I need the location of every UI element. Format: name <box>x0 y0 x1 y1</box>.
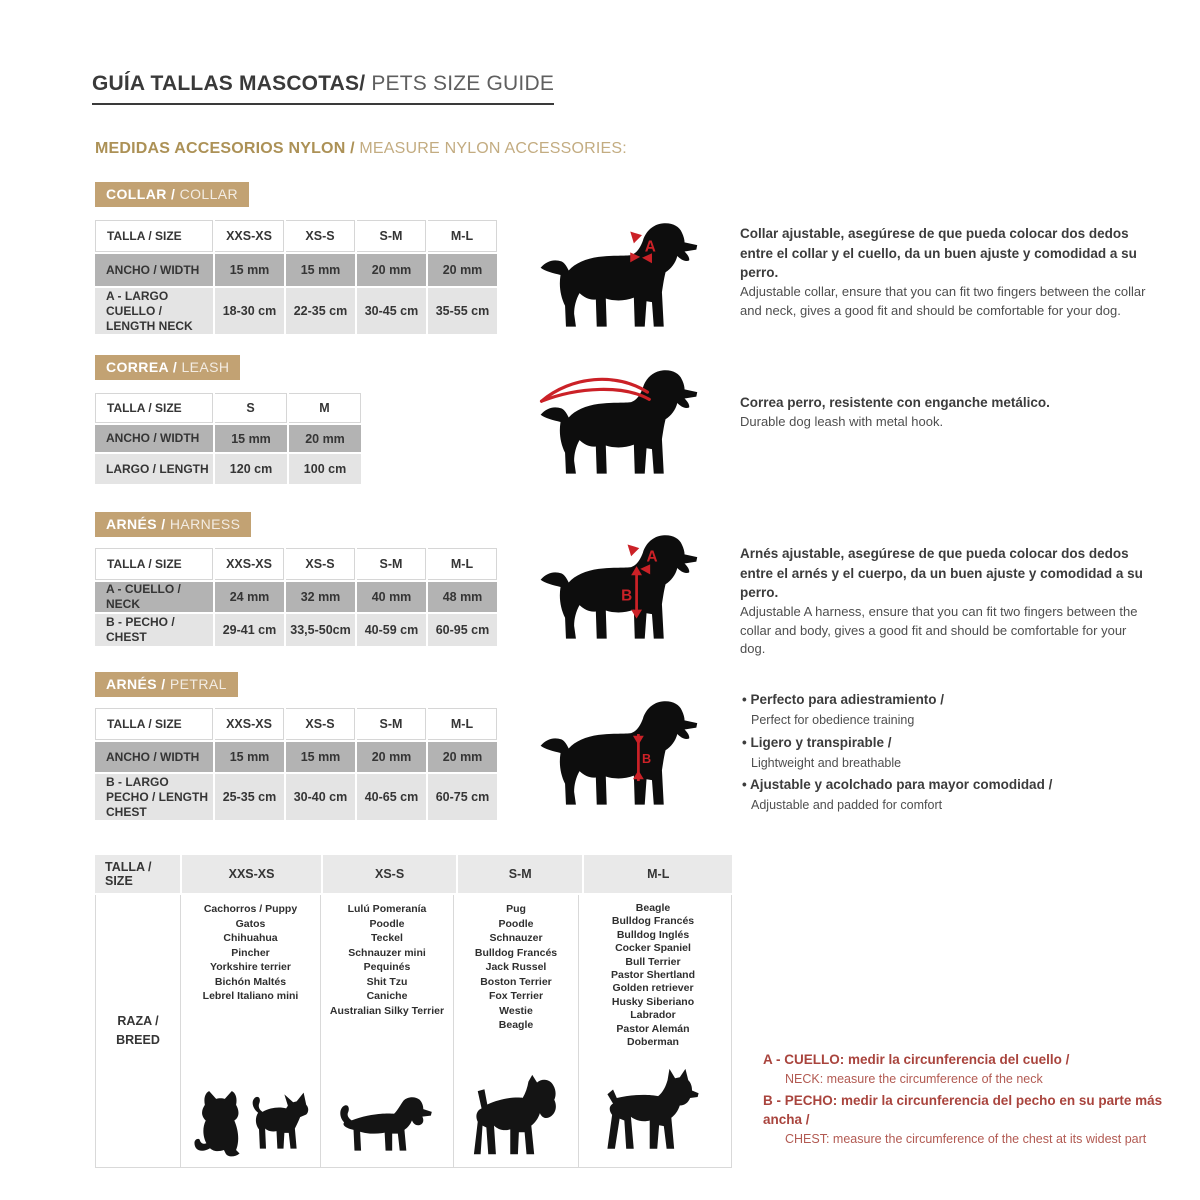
doberman-icon <box>597 1066 709 1160</box>
petral-bullet-es: • Ajustable y acolchado para mayor comodidad / <box>742 775 1152 796</box>
petral-size-col: XS-S <box>286 708 355 740</box>
harness-chest-label: B - PECHO / CHEST <box>95 614 213 646</box>
breed-list: Beagle Bulldog Francés Bulldog Inglés Cocker Spaniel Bull Terrier Pastor Shertland Golden retriever Husky Siberiano Labrador Pastor Alemán Doberman <box>610 902 696 1049</box>
breed-size-col: XS-S <box>323 855 456 893</box>
table-row <box>95 220 497 252</box>
harness-neck-value: 24 mm <box>215 582 284 612</box>
leash-size-col: M <box>289 393 361 423</box>
harness-size-col: XS-S <box>286 548 355 580</box>
collar-size-col: M-L <box>428 220 497 252</box>
breed-col-m-l <box>579 895 727 1167</box>
petral-bullet-es: • Perfecto para adiestramiento / <box>742 690 1152 711</box>
leash-badge-en: LEASH <box>181 359 230 375</box>
page-subtitle-es: MEDIDAS ACCESORIOS NYLON / <box>95 140 355 157</box>
table-row <box>95 614 497 646</box>
leash-length-value: 120 cm <box>215 454 287 484</box>
labrador-leash-icon <box>537 363 709 481</box>
measure-b-mark: B <box>621 587 633 605</box>
labrador-harness-icon <box>537 528 709 646</box>
chihuahua-icon <box>249 1090 311 1160</box>
collar-width-value: 15 mm <box>215 254 284 286</box>
table-row <box>95 288 497 334</box>
petral-width-label: ANCHO / WIDTH <box>95 742 213 772</box>
breed-row-label-es: RAZA / <box>117 1014 159 1029</box>
table-row <box>95 393 361 423</box>
table-row <box>95 425 361 452</box>
leash-badge-es: CORREA / <box>106 359 178 375</box>
measure-a-mark: A <box>644 238 656 256</box>
leash-width-value: 15 mm <box>215 425 287 452</box>
harness-neck-value: 32 mm <box>286 582 355 612</box>
petral-section-badge <box>95 672 238 697</box>
collar-width-label: ANCHO / WIDTH <box>95 254 213 286</box>
harness-desc-es: Arnés ajustable, asegúrese de que pueda colocar dos dedos entre el arnés y el cuerpo, da un buen ajuste y comodidad a su perro. <box>740 546 1143 601</box>
petral-chest-value: 30-40 cm <box>286 774 355 820</box>
harness-chest-value: 29-41 cm <box>215 614 284 646</box>
harness-badge-en: HARNESS <box>169 516 241 532</box>
harness-neck-value: 40 mm <box>357 582 426 612</box>
note-chest-es: B - PECHO: medir la circunferencia del pecho en su parte más ancha / <box>763 1092 1163 1128</box>
harness-size-col: S-M <box>357 548 426 580</box>
petral-header-label: TALLA / SIZE <box>95 708 213 740</box>
leash-section-badge <box>95 355 240 380</box>
page-title <box>92 72 554 105</box>
collar-neck-value: 18-30 cm <box>215 288 284 334</box>
petral-size-table <box>95 708 497 820</box>
labrador-collar-icon <box>537 216 709 334</box>
harness-description <box>740 544 1148 659</box>
harness-neck-value: 48 mm <box>428 582 497 612</box>
petral-width-value: 20 mm <box>357 742 426 772</box>
leash-desc-en: Durable dog leash with metal hook. <box>740 413 944 429</box>
collar-neck-label: A - LARGO CUELLO / LENGTH NECK <box>95 288 213 334</box>
leash-size-table <box>95 393 361 484</box>
collar-desc-en: Adjustable collar, ensure that you can fit two fingers between the collar and neck, gives a good fit and should be comfortable for your dog. <box>740 283 1146 318</box>
table-row <box>95 708 497 740</box>
silhouette-row <box>191 1088 311 1167</box>
petral-width-value: 15 mm <box>286 742 355 772</box>
petral-width-value: 15 mm <box>215 742 284 772</box>
petral-size-col: XXS-XS <box>215 708 284 740</box>
collar-width-value: 20 mm <box>428 254 497 286</box>
page-title-es: GUÍA TALLAS MASCOTAS/ <box>92 72 366 95</box>
silhouette-row <box>597 1066 709 1167</box>
petral-size-col: M-L <box>428 708 497 740</box>
harness-badge-es: ARNÉS / <box>106 516 166 532</box>
petral-feature-list <box>742 690 1152 818</box>
table-row <box>95 254 497 286</box>
petral-badge-en: PETRAL <box>169 676 227 692</box>
harness-neck-label: A - CUELLO / NECK <box>95 582 213 612</box>
harness-size-col: M-L <box>428 548 497 580</box>
table-row <box>95 454 361 484</box>
petral-width-value: 20 mm <box>428 742 497 772</box>
labrador-petral-icon <box>537 694 709 812</box>
harness-desc-en: Adjustable A harness, ensure that you can fit two fingers between the collar and body, gives a good fit and should be comfortable for your dog. <box>740 603 1138 657</box>
breed-size-col: S-M <box>458 855 583 893</box>
measure-notes <box>763 1050 1163 1151</box>
breed-size-col: M-L <box>584 855 732 893</box>
petral-bullet-es: • Ligero y transpirable / <box>742 733 1152 754</box>
schnauzer-icon <box>470 1072 562 1160</box>
breed-size-col: XXS-XS <box>182 855 322 893</box>
leash-description <box>740 393 1148 431</box>
petral-bullet-en: Perfect for obedience training <box>751 712 915 727</box>
leash-size-col: S <box>215 393 287 423</box>
collar-size-col: XXS-XS <box>215 220 284 252</box>
breed-table-header <box>95 855 732 893</box>
table-row <box>95 742 497 772</box>
collar-neck-value: 22-35 cm <box>286 288 355 334</box>
collar-size-col: XS-S <box>286 220 355 252</box>
table-row <box>95 548 497 580</box>
breed-list: Pug Poodle Schnauzer Bulldog Francés Jack Russel Boston Terrier Fox Terrier Westie Beagle <box>474 903 558 1031</box>
harness-chest-value: 60-95 cm <box>428 614 497 646</box>
breed-table <box>95 855 732 1168</box>
leash-width-label: ANCHO / WIDTH <box>95 425 213 452</box>
silhouette-row <box>337 1094 437 1167</box>
harness-header-label: TALLA / SIZE <box>95 548 213 580</box>
collar-neck-value: 35-55 cm <box>428 288 497 334</box>
petral-badge-es: ARNÉS / <box>106 676 166 692</box>
collar-badge-es: COLLAR / <box>106 186 176 202</box>
silhouette-row <box>470 1072 562 1167</box>
breed-col-s-m <box>454 895 579 1167</box>
breed-row-label-en: BREED <box>116 1033 160 1047</box>
page-subtitle <box>95 140 627 158</box>
leash-header-label: TALLA / SIZE <box>95 393 213 423</box>
collar-section-badge <box>95 182 249 207</box>
petral-bullet-en: Adjustable and padded for comfort <box>751 798 943 813</box>
harness-section-badge <box>95 512 251 537</box>
collar-badge-en: COLLAR <box>179 186 239 202</box>
collar-size-col: S-M <box>357 220 426 252</box>
petral-bullet-en: Lightweight and breathable <box>751 755 902 770</box>
leash-length-value: 100 cm <box>289 454 361 484</box>
collar-size-table <box>95 220 497 334</box>
table-row <box>95 582 497 612</box>
note-chest-en: CHEST: measure the circumference of the chest at its widest part <box>785 1131 1147 1146</box>
breed-col-xs-s <box>321 895 454 1167</box>
measure-a-mark: A <box>646 548 658 566</box>
petral-chest-value: 25-35 cm <box>215 774 284 820</box>
breed-col-xxs-xs <box>181 895 321 1167</box>
breed-header-label: TALLA / SIZE <box>95 855 180 893</box>
page-subtitle-en: MEASURE NYLON ACCESSORIES: <box>354 140 627 157</box>
dachshund-icon <box>337 1094 437 1160</box>
cat-icon <box>191 1088 243 1160</box>
table-row <box>95 774 497 820</box>
breed-list: Cachorros / Puppy Gatos Chihuahua Pincher Yorkshire terrier Bichón Maltés Lebrel Italiano mini <box>202 903 299 1002</box>
note-neck-en: NECK: measure the circumference of the neck <box>785 1071 1043 1086</box>
petral-size-col: S-M <box>357 708 426 740</box>
collar-header-label: TALLA / SIZE <box>95 220 213 252</box>
page-title-en: PETS SIZE GUIDE <box>365 72 555 95</box>
petral-chest-value: 40-65 cm <box>357 774 426 820</box>
collar-width-value: 15 mm <box>286 254 355 286</box>
collar-width-value: 20 mm <box>357 254 426 286</box>
leash-width-value: 20 mm <box>289 425 361 452</box>
collar-neck-value: 30-45 cm <box>357 288 426 334</box>
petral-chest-label: B - LARGO PECHO / LENGTH CHEST <box>95 774 213 820</box>
harness-chest-value: 40-59 cm <box>357 614 426 646</box>
breed-list: Lulú Pomeranía Poodle Teckel Schnauzer mini Pequinés Shit Tzu Caniche Australian Silky Terrier <box>329 903 445 1017</box>
collar-desc-es: Collar ajustable, asegúrese de que pueda colocar dos dedos entre el collar y el cuello, da un buen ajuste y comodidad a su perro. <box>740 226 1137 281</box>
leash-desc-es: Correa perro, resistente con enganche metálico. <box>740 395 1050 410</box>
harness-chest-value: 33,5-50cm <box>286 614 355 646</box>
measure-b-mark: B <box>642 751 652 766</box>
harness-size-col: XXS-XS <box>215 548 284 580</box>
petral-chest-value: 60-75 cm <box>428 774 497 820</box>
breed-table-body <box>95 895 732 1168</box>
collar-description <box>740 224 1148 320</box>
leash-length-label: LARGO / LENGTH <box>95 454 213 484</box>
note-neck-es: A - CUELLO: medir la circunferencia del cuello / <box>763 1052 1070 1067</box>
breed-row-label <box>96 895 181 1167</box>
harness-size-table <box>95 548 497 646</box>
